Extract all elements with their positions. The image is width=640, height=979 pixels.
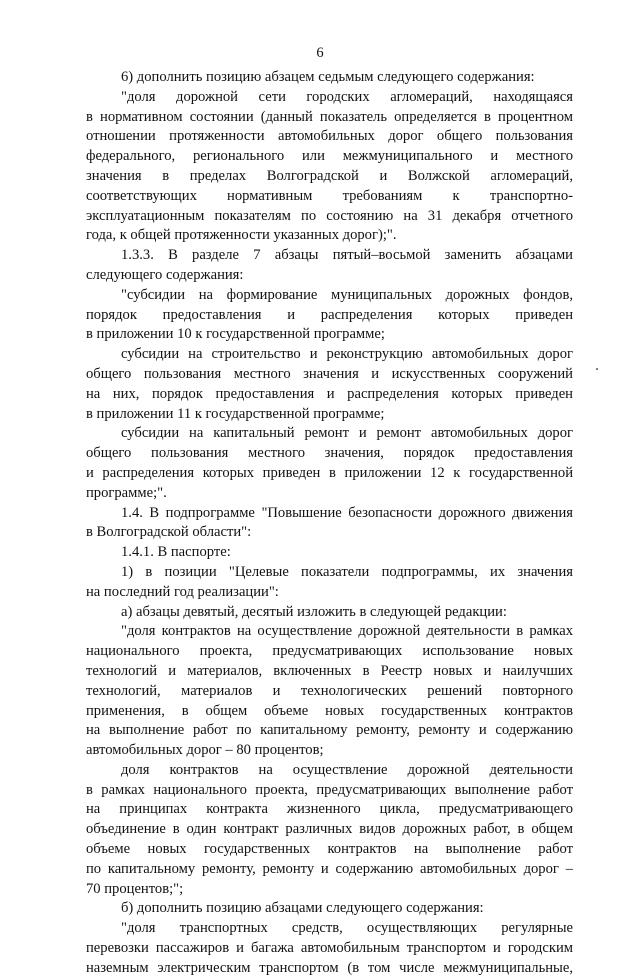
text-line: "доля контрактов на осуществление дорожной деятельности в рамках (121, 623, 573, 640)
text-line: 6) дополнить позицию абзацем седьмым следующего содержания: (121, 69, 535, 85)
text-line: на выполнение работ по капитальному ремонту, ремонту и содержанию (86, 722, 573, 739)
text-line: а) абзацы девятый, десятый изложить в следующей редакции: (121, 603, 507, 620)
text-line: общего пользования местного значения, порядок предоставления (86, 445, 573, 462)
text-line: на них, порядок предоставления и распределения которых приведен (86, 385, 573, 402)
text-line: следующего содержания: (86, 266, 244, 283)
text-line: по капитальному ремонту, ремонту и содержанию автомобильных дорог – (86, 860, 573, 877)
text-line: технологий, материалов и технологических решений повторного (86, 682, 573, 699)
text-line: наземным электрическим транспортом (в том числе межмуниципальные, (86, 959, 573, 976)
scan-dot (596, 368, 598, 370)
document-body (86, 68, 573, 979)
text-line: на принципах контракта жизненного цикла, предусматривающего (86, 801, 573, 818)
text-line: общего пользования местного значения и искусственных сооружений (86, 365, 573, 382)
text-line: программе;". (86, 484, 167, 501)
text-line: национального проекта, предусматривающих использование новых (86, 643, 573, 660)
text-line: объединение в один контракт различных видов дорожных работ, в общем (86, 821, 573, 838)
text-line: 1.4. В подпрограмме "Повышение безопасности дорожного движения (121, 504, 573, 521)
text-line: эксплуатационным показателям по состоянию на 31 декабря отчетного (86, 207, 573, 224)
text-line: в приложении 11 к государственной программе; (86, 405, 385, 422)
text-line: "доля дорожной сети городских агломераций, находящаяся (121, 88, 573, 105)
text-line: значения в пределах Волгоградской и Волжской агломераций, (86, 167, 573, 184)
text-line: порядок предоставления и распределения которых приведен (86, 306, 573, 323)
text-line: года, к общей протяженности указанных дорог);". (86, 227, 397, 244)
text-line: 1) в позиции "Целевые показатели подпрограммы, их значения (121, 563, 573, 580)
text-line: перевозки пассажиров и багажа автомобильным транспортом и городским (86, 940, 573, 957)
text-line: доля контрактов на осуществление дорожной деятельности (121, 761, 573, 778)
text-line: автомобильных дорог – 80 процентов; (86, 742, 324, 759)
text-line: в Волгоградской области": (86, 524, 252, 541)
text-line: и распределения которых приведен в приложении 12 к государственной (86, 464, 573, 481)
text-line: применения, в общем объеме новых государственных контрактов (86, 702, 573, 719)
text-line: "субсидии на формирование муниципальных дорожных фондов, (121, 286, 573, 303)
text-line: отношении протяженности автомобильных дорог общего пользования (86, 128, 573, 145)
text-line: 70 процентов;"; (86, 880, 184, 897)
text-line: "доля транспортных средств, осуществляющих регулярные (121, 920, 573, 937)
text-line: субсидии на капитальный ремонт и ремонт автомобильных дорог (121, 425, 573, 442)
text-line: субсидии на строительство и реконструкцию автомобильных дорог (121, 346, 573, 363)
text-line: б) дополнить позицию абзацами следующего содержания: (121, 900, 484, 917)
page-number: 6 (316, 45, 324, 61)
text-line: соответствующих нормативным требованиям к транспортно- (86, 187, 573, 204)
text-line: в приложении 10 к государственной программе; (86, 326, 385, 343)
text-line: на последний год реализации": (86, 583, 279, 600)
text-line: федерального, регионального или межмуниципального и местного (86, 148, 573, 165)
text-line: технологий и материалов, включенных в Реестр новых и наилучших (86, 662, 573, 679)
text-line: объеме новых государственных контрактов на выполнение работ (86, 841, 573, 858)
text-line: 1.4.1. В паспорте: (121, 544, 231, 561)
text-line: 1.3.3. В разделе 7 абзацы пятый–восьмой заменить абзацами (121, 247, 573, 264)
text-line: в нормативном состоянии (данный показатель определяется в процентном (86, 108, 573, 125)
text-line: в рамках национального проекта, предусматривающих выполнение работ (86, 781, 573, 798)
